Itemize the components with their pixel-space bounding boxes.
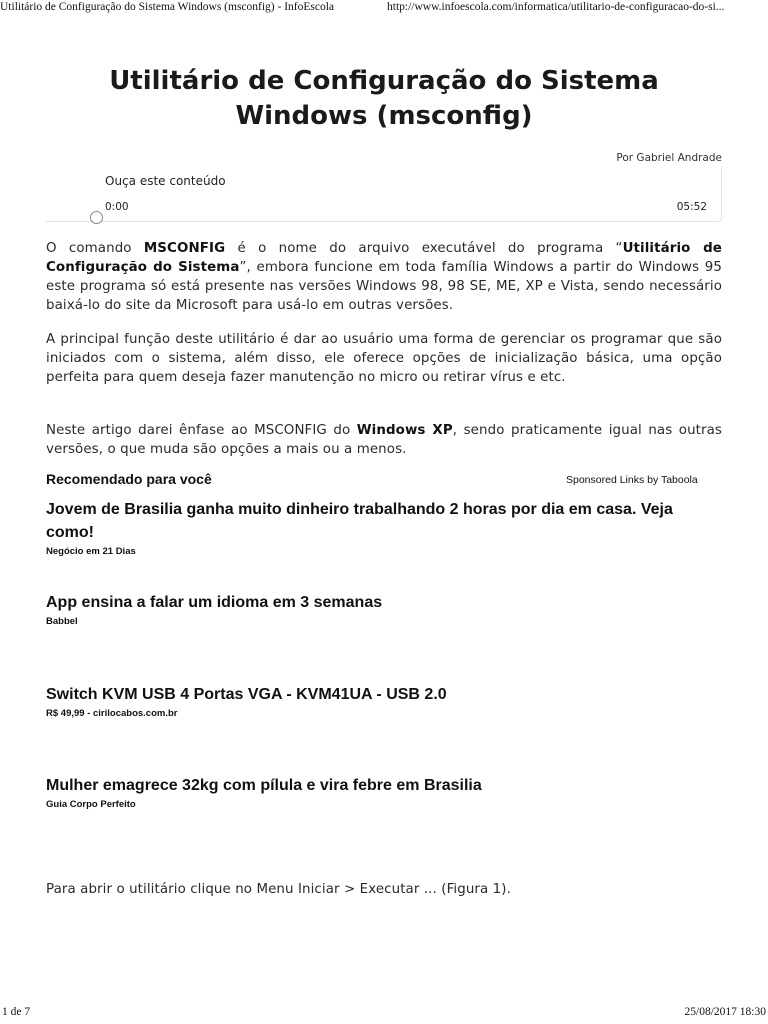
p3-text-1: Neste artigo darei ênfase ao MSCONFIG do bbox=[46, 423, 357, 438]
recommended-item-title[interactable]: Jovem de Brasilia ganha muito dinheiro trabalhando 2 horas por dia em casa. Veja como! bbox=[46, 501, 673, 541]
p1-text-2: é o nome do arquivo executável do programa “ bbox=[225, 241, 623, 256]
recommended-item-title[interactable]: Switch KVM USB 4 Portas VGA - KVM41UA - USB 2.0 bbox=[46, 686, 447, 703]
recommended-item[interactable] bbox=[46, 591, 722, 627]
p3-bold-1: Windows XP bbox=[356, 423, 453, 438]
page-title-line-2: Windows (msconfig) bbox=[235, 101, 533, 131]
recommended-item-source: R$ 49,99 - cirilocabos.com.br bbox=[46, 708, 178, 719]
print-datetime: 25/08/2017 18:30 bbox=[684, 1006, 766, 1018]
page-title bbox=[60, 64, 708, 134]
recommended-item[interactable] bbox=[46, 498, 722, 557]
recommended-item[interactable] bbox=[46, 774, 722, 810]
p1-bold-1: MSCONFIG bbox=[143, 241, 226, 256]
recommended-item-source: Negócio em 21 Dias bbox=[46, 546, 136, 557]
audio-player bbox=[46, 167, 722, 222]
recommended-item[interactable] bbox=[46, 683, 722, 719]
p1-text-1: O comando bbox=[46, 241, 144, 256]
audio-current-time: 0:00 bbox=[105, 201, 129, 213]
audio-duration: 05:52 bbox=[676, 201, 707, 213]
audio-player-label: Ouça este conteúdo bbox=[105, 174, 226, 188]
author-byline: Por Gabriel Andrade bbox=[616, 152, 722, 164]
print-header bbox=[0, 0, 768, 18]
print-header-title: Utilitário de Configuração do Sistema Windows (msconfig) - InfoEscola bbox=[0, 1, 335, 13]
p1-text-3: ”, embora funcione em toda família Windows a partir do Windows 95 este programa só está presente nas versões Windows 98, 98 SE, ME, XP e Vista, sendo necessário baixá-lo do site da Microsoft para usá-lo em outras versões. bbox=[46, 260, 722, 313]
p3-text-2: , sendo praticamente igual nas outras versões, o que muda são opções a mais ou a menos. bbox=[46, 423, 723, 457]
print-header-url[interactable]: http://www.infoescola.com/informatica/utilitario-de-configuracao-do-si... bbox=[387, 1, 725, 13]
article-paragraph-1 bbox=[46, 239, 722, 315]
article-paragraph-2: A principal função deste utilitário é dar ao usuário uma forma de gerenciar os programar que são iniciados com o sistema, além disso, ele oferece opções de inicialização básica, uma opção perfeita para quem deseja fazer manutenção no micro ou retirar vírus e etc. bbox=[46, 332, 722, 385]
recommended-heading: Recomendado para você bbox=[46, 471, 212, 487]
recommended-item-title[interactable]: Mulher emagrece 32kg com pílula e vira febre em Brasilia bbox=[46, 777, 482, 794]
article-paragraph-3 bbox=[46, 421, 722, 459]
audio-seek-handle[interactable] bbox=[90, 211, 103, 224]
page-title-line-1: Utilitário de Configuração do Sistema bbox=[109, 66, 659, 96]
p1-bold-2: Utilitário de Configuração do Sistema bbox=[46, 241, 722, 275]
recommended-item-source: Babbel bbox=[46, 616, 78, 627]
print-footer bbox=[0, 1006, 768, 1022]
recommended-item-source: Guia Corpo Perfeito bbox=[46, 799, 136, 810]
recommended-item-title[interactable]: App ensina a falar um idioma em 3 semanas bbox=[46, 594, 383, 611]
page-number: 1 de 7 bbox=[2, 1006, 31, 1018]
article-paragraph-4: Para abrir o utilitário clique no Menu Iniciar > Executar ... (Figura 1). bbox=[46, 882, 511, 897]
sponsored-links-label[interactable]: Sponsored Links by Taboola bbox=[566, 474, 698, 486]
